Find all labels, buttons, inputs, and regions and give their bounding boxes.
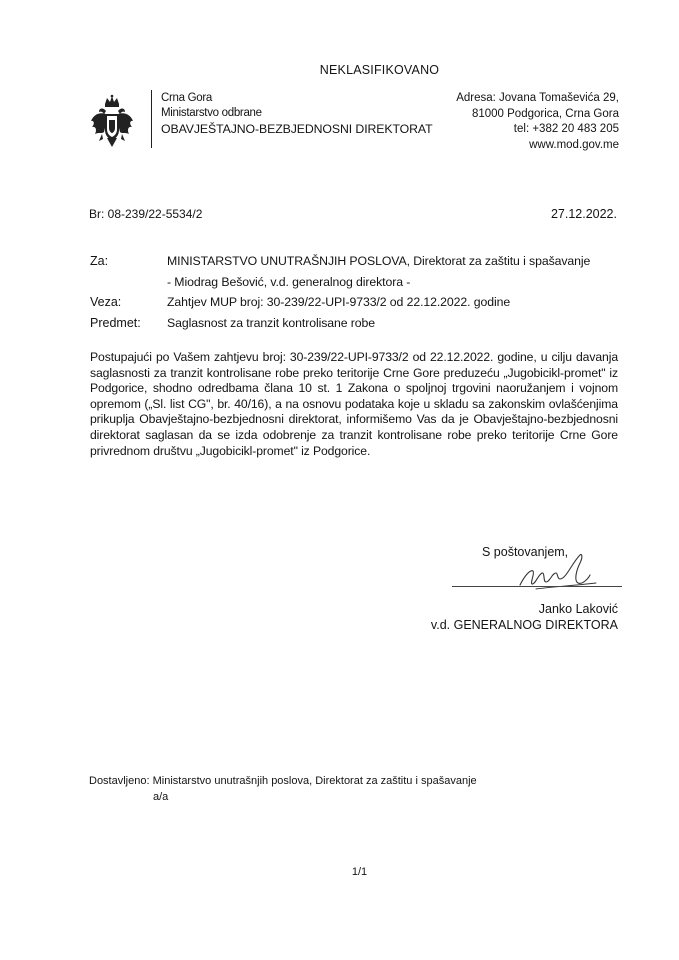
reference-number: Br: 08-239/22-5534/2 <box>89 207 203 221</box>
country-name: Crna Gora <box>161 92 212 104</box>
reference-request: Zahtjev MUP broj: 30-239/22-UPI-9733/2 od 22.12.2022. godine <box>167 295 511 309</box>
veza-label: Veza: <box>90 295 122 309</box>
distribution-block <box>89 773 477 805</box>
signer-block <box>424 602 618 633</box>
za-label: Za: <box>90 254 109 268</box>
contact-block <box>456 91 619 153</box>
address-line-1: Adresa: Jovana Tomaševića 29, <box>456 92 619 104</box>
letter-body: Postupajući po Vašem zahtjevu broj: 30-239/22-UPI-9733/2 od 22.12.2022. godine, u cilju davanja saglasnosti za tranzit kontrolisane robe preko teritorije Crne Gore preduzeću „Jugobicikl-promet" iz Podgorice, shodno odredbama člana 10 st. 1 Zakona o spoljnoj trgovini naoružanjem i vojnom opremom („Sl. list CG", br. 40/16), a na osnovu podataka koje u skladu sa zakonskim ovlašćenjima prikuplja Obavještajno-bezbjednosni direktorat, informišemo Vas da je Obavještajno-bezbjednosni direktorat saglasan da se izda odobrenje za tranzit kontrolisane robe preko teritorije Crne Gore privrednom društvu „Jugobicikl-promet" iz Podgorice. <box>90 350 618 458</box>
ministry-header <box>161 91 433 137</box>
subject: Saglasnost za tranzit kontrolisane robe <box>167 316 375 330</box>
directorate-name: OBAVJEŠTAJNO-BEZBJEDNOSNI DIREKTORAT <box>161 122 433 136</box>
classification-label: NEKLASIFIKOVANO <box>319 63 440 77</box>
signature-line <box>452 586 622 587</box>
recipient: MINISTARSTVO UNUTRAŠNJIH POSLOVA, Direktorat za zaštitu i spašavanje <box>167 254 591 268</box>
recipient-person: - Miodrag Bešović, v.d. generalnog direktora - <box>167 275 411 289</box>
signer-name: Janko Laković <box>538 602 618 616</box>
archive-note: a/a <box>153 791 169 803</box>
distribution-line: Dostavljeno: Ministarstvo unutrašnjih poslova, Direktorat za zaštitu i spašavanje <box>89 775 477 787</box>
phone-number: tel: +382 20 483 205 <box>513 123 619 135</box>
website: www.mod.gov.me <box>529 138 619 151</box>
signer-title: v.d. GENERALNOG DIREKTORA <box>430 617 618 632</box>
header-divider <box>151 90 152 148</box>
handwritten-signature-icon <box>500 549 610 595</box>
document-date: 27.12.2022. <box>550 207 617 221</box>
ministry-name: Ministarstvo odbrane <box>161 106 262 119</box>
closing-salutation: S poštovanjem, <box>482 545 569 559</box>
coat-of-arms-icon <box>90 94 134 148</box>
predmet-label: Predmet: <box>90 316 141 330</box>
address-line-2: 81000 Podgorica, Crna Gora <box>471 107 619 120</box>
page-number: 1/1 <box>351 866 368 878</box>
